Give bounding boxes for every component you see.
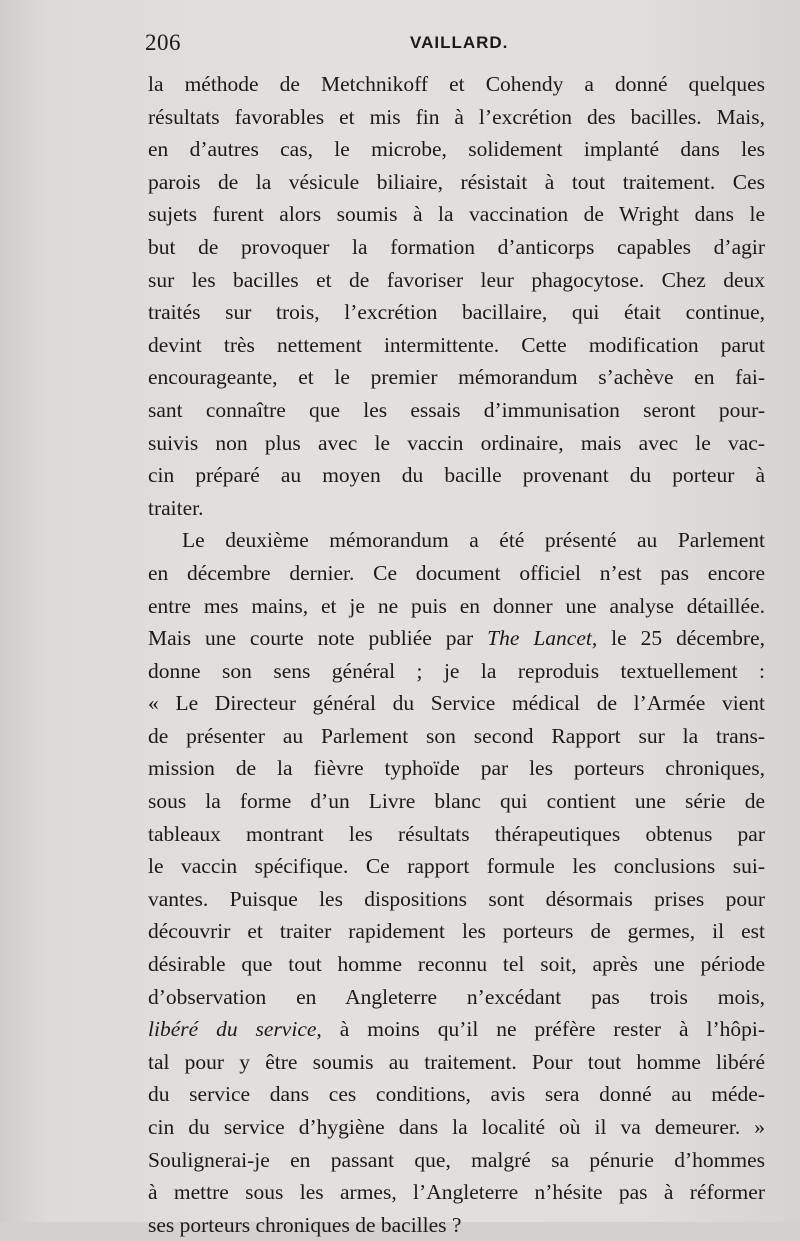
text-line: devint très nettement intermittente. Cette modification parut <box>148 332 765 357</box>
body-text <box>148 68 765 1241</box>
text-line: sur les bacilles et de favoriser leur phagocytose. Chez deux <box>148 267 765 292</box>
text-line: d’observation en Angleterre n’excédant pas trois mois, <box>148 984 765 1009</box>
text-line: cin préparé au moyen du bacille provenant du porteur à <box>148 463 765 488</box>
journal-title: The Lancet, <box>487 626 598 651</box>
text-line: sous la forme d’un Livre blanc qui contient une série de <box>148 789 765 814</box>
text-segment: le 25 décembre, <box>611 626 765 651</box>
text-line: traités sur trois, l’excrétion bacillaire, qui était continue, <box>148 300 765 325</box>
text-line: suivis non plus avec le vaccin ordinaire, mais avec le vac- <box>148 430 765 455</box>
text-line: ses porteurs chroniques de bacilles ? <box>148 1212 462 1237</box>
text-line: sant connaître que les essais d’immunisation seront pour- <box>148 397 765 422</box>
text-line-with-citation <box>148 622 765 655</box>
text-line: du service dans ces conditions, avis sera donné au méde- <box>148 1082 765 1107</box>
text-line: encourageante, et le premier mémorandum s’achève en fai- <box>148 365 765 390</box>
text-line: résultats favorables et mis fin à l’excrétion des bacilles. Mais, <box>148 104 765 129</box>
text-segment: à moins qu’il ne préfère rester à l’hôpi- <box>339 1017 766 1042</box>
text-line: mission de la fièvre typhoïde par les porteurs chroniques, <box>148 756 765 781</box>
text-line: découvrir et traiter rapidement les porteurs de germes, il est <box>148 919 765 944</box>
text-line: vantes. Puisque les dispositions sont désormais prises pour <box>148 886 765 911</box>
text-segment: Mais une courte note publiée par <box>148 626 474 651</box>
page-header <box>145 30 765 60</box>
text-line: « Le Directeur général du Service médical de l’Armée vient <box>148 691 765 716</box>
text-line-with-emphasis <box>148 1013 765 1046</box>
text-line: désirable que tout homme reconnu tel soit, après une période <box>148 952 765 977</box>
text-line: en d’autres cas, le microbe, solidement implanté dans les <box>148 137 765 162</box>
text-line: parois de la vésicule biliaire, résistait à tout traitement. Ces <box>148 169 765 194</box>
text-line: but de provoquer la formation d’anticorps capables d’agir <box>148 234 765 259</box>
text-line: entre mes mains, et je ne puis en donner une analyse détaillée. <box>148 593 765 618</box>
text-line: à mettre sous les armes, l’Angleterre n’hésite pas à réformer <box>148 1180 765 1205</box>
text-line: Soulignerai-je en passant que, malgré sa pénurie d’hommes <box>148 1147 765 1172</box>
running-head: VAILLARD. <box>410 33 509 52</box>
emphasized-text: libéré du service, <box>148 1017 322 1042</box>
page-number: 206 <box>145 30 181 55</box>
text-line: en décembre dernier. Ce document officiel n’est pas encore <box>148 560 765 585</box>
text-line: sujets furent alors soumis à la vaccination de Wright dans le <box>148 202 765 227</box>
text-line: cin du service d’hygiène dans la localité où il va demeurer. » <box>148 1115 765 1139</box>
text-line: le vaccin spécifique. Ce rapport formule les conclusions sui- <box>148 854 765 879</box>
text-line: de présenter au Parlement son second Rapport sur la trans- <box>148 723 765 748</box>
text-line: donne son sens général ; je la reproduis textuellement : <box>148 658 765 683</box>
text-line: la méthode de Metchnikoff et Cohendy a donné quelques <box>148 72 765 96</box>
paragraph-start-line: Le deuxième mémorandum a été présenté au Parlement <box>182 528 765 553</box>
text-line: tal pour y être soumis au traitement. Pour tout homme libéré <box>148 1049 765 1074</box>
text-line: traiter. <box>148 495 204 520</box>
text-line: tableaux montrant les résultats thérapeutiques obtenus par <box>148 821 765 846</box>
